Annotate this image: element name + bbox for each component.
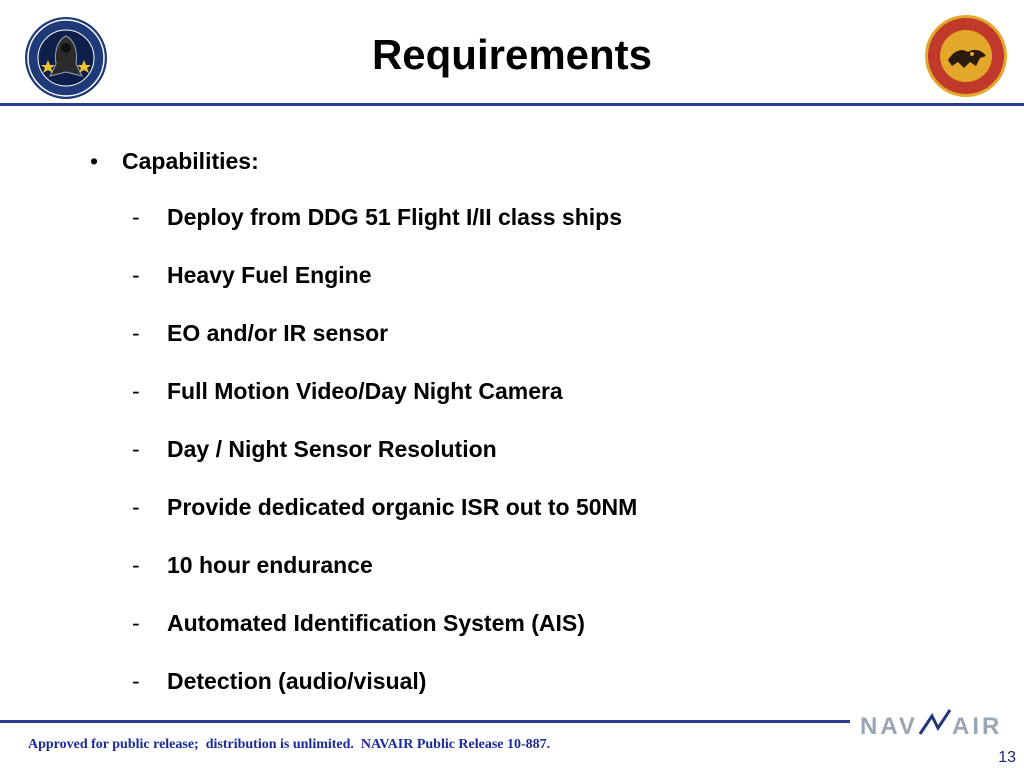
page-number: 13	[998, 749, 1016, 766]
dash-icon: -	[132, 610, 140, 636]
list-item-text: Detection (audio/visual)	[167, 668, 427, 694]
list-item-text: Heavy Fuel Engine	[167, 262, 372, 288]
svg-text:AIR: AIR	[952, 713, 1003, 740]
list-item-text: 10 hour endurance	[167, 552, 373, 578]
dash-icon: -	[132, 494, 140, 520]
list-item-text: Day / Night Sensor Resolution	[167, 436, 497, 462]
dash-icon: -	[132, 436, 140, 462]
dash-icon: -	[132, 320, 140, 346]
navair-logo-icon	[858, 706, 1016, 740]
list-item-text: Provide dedicated organic ISR out to 50NM	[167, 494, 638, 520]
list-item-text: Full Motion Video/Day Night Camera	[167, 378, 563, 404]
dash-icon: -	[132, 378, 140, 404]
list-item-text: Automated Identification System (AIS)	[167, 610, 585, 636]
list-item-text: EO and/or IR sensor	[167, 320, 389, 346]
dash-icon: -	[132, 552, 140, 578]
release-statement: Approved for public release; distribution is unlimited. NAVAIR Public Release 10-887.	[28, 737, 551, 752]
bullet-icon: •	[90, 148, 99, 174]
footer-divider	[0, 720, 850, 723]
peo-unmanned-aviation-seal-icon	[24, 16, 108, 100]
navy-marine-corps-tactical-uas-seal-icon	[924, 14, 1008, 98]
slide-title: Requirements	[371, 31, 653, 78]
list-item-text: Deploy from DDG 51 Flight I/II class ships	[167, 204, 622, 230]
dash-icon: -	[132, 668, 140, 694]
dash-icon: -	[132, 204, 140, 230]
dash-icon: -	[132, 262, 140, 288]
bullet-label: Capabilities:	[122, 148, 259, 174]
svg-text:NAV: NAV	[860, 713, 918, 740]
title-divider	[0, 103, 1024, 106]
